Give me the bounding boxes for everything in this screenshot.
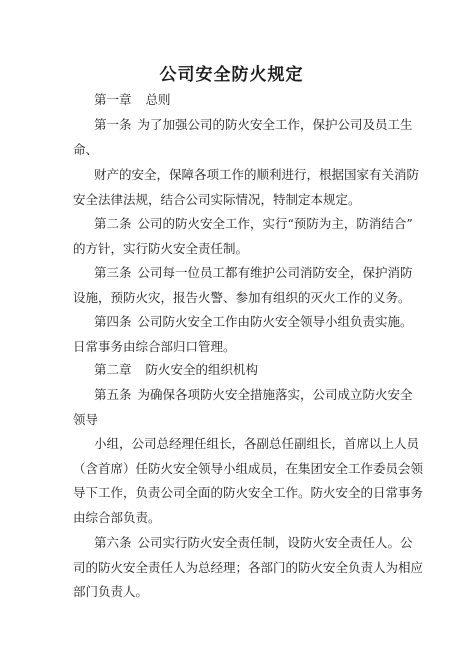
article-text-line: 公司每一位员工都有维护公司消防安全，保护消防 — [137, 265, 413, 280]
article-2 — [73, 212, 413, 261]
article-label: 第五条 — [94, 387, 132, 402]
article-text-line: 部门负责人。 — [73, 584, 149, 599]
article-5 — [73, 383, 413, 432]
article-label: 第三条 — [94, 265, 132, 280]
article-text-line: 的方针，实行防火安全责任制。 — [73, 240, 249, 256]
article-text-line: 导下工作，负责公司全面的防火安全工作。防火安全的日常事务 — [73, 485, 424, 500]
article-text-line: 为确保各项防火安全措施落实，公司成立防火安全 — [137, 387, 413, 402]
article-text-line: 领导 — [73, 411, 99, 427]
document-title: 公司安全防火规定 — [159, 65, 304, 85]
article-label: 第二条 — [94, 216, 132, 231]
article-label: 第一条 — [94, 117, 132, 132]
article-label: 第四条 — [94, 314, 132, 329]
article-text-line: 司的防火安全责任人为总经理；各部门的防火安全负责人为相应 — [73, 559, 424, 575]
chapter-1-heading — [73, 88, 397, 113]
article-1 — [73, 113, 413, 162]
chapter-2-heading — [73, 358, 397, 383]
chapter-title: 总则 — [145, 92, 171, 107]
article-text-line: 日常事务由综合部归口管理。 — [73, 338, 236, 354]
article-text-line: 安全法律法规，结合公司实际情况，特制定本规定。 — [73, 191, 361, 207]
article-text-line: 为了加强公司的防火安全工作，保护公司及员工生 — [137, 117, 413, 132]
article-text-line: （含首席）任防火安全领导小组成员，在集团安全工作委员会领 — [73, 460, 424, 476]
article-text-line: 由综合部负责。 — [73, 509, 161, 525]
article-3 — [73, 261, 413, 310]
article-text-line: 公司防火安全工作由防火安全领导小组负责实施。 — [137, 314, 413, 329]
article-text-line: 公司实行防火安全责任制，设防火安全责任人。公 — [137, 535, 413, 550]
article-6 — [73, 531, 424, 605]
article-label: 第六条 — [94, 535, 132, 550]
chapter-title: 防火安全的组织机构 — [145, 362, 259, 377]
article-1-continued — [73, 163, 420, 212]
article-4 — [73, 310, 413, 359]
article-text-line: 财产的安全，保障各项工作的顺利进行，根据国家有关消防 — [94, 167, 420, 182]
chapter-number: 第一章 — [94, 92, 132, 107]
article-text-line: 设施，预防火灾，报告火警、参加有组织的灭火工作的义务。 — [73, 289, 411, 305]
article-text-line: 命、 — [73, 141, 99, 157]
article-text-line: 公司的防火安全工作，实行“预防为主，防消结合” — [137, 216, 413, 231]
article-5-continued — [73, 432, 424, 530]
chapter-number: 第二章 — [94, 362, 132, 377]
article-text-line: 小组，公司总经理任组长，各副总任副组长，首席以上人员 — [94, 436, 420, 451]
